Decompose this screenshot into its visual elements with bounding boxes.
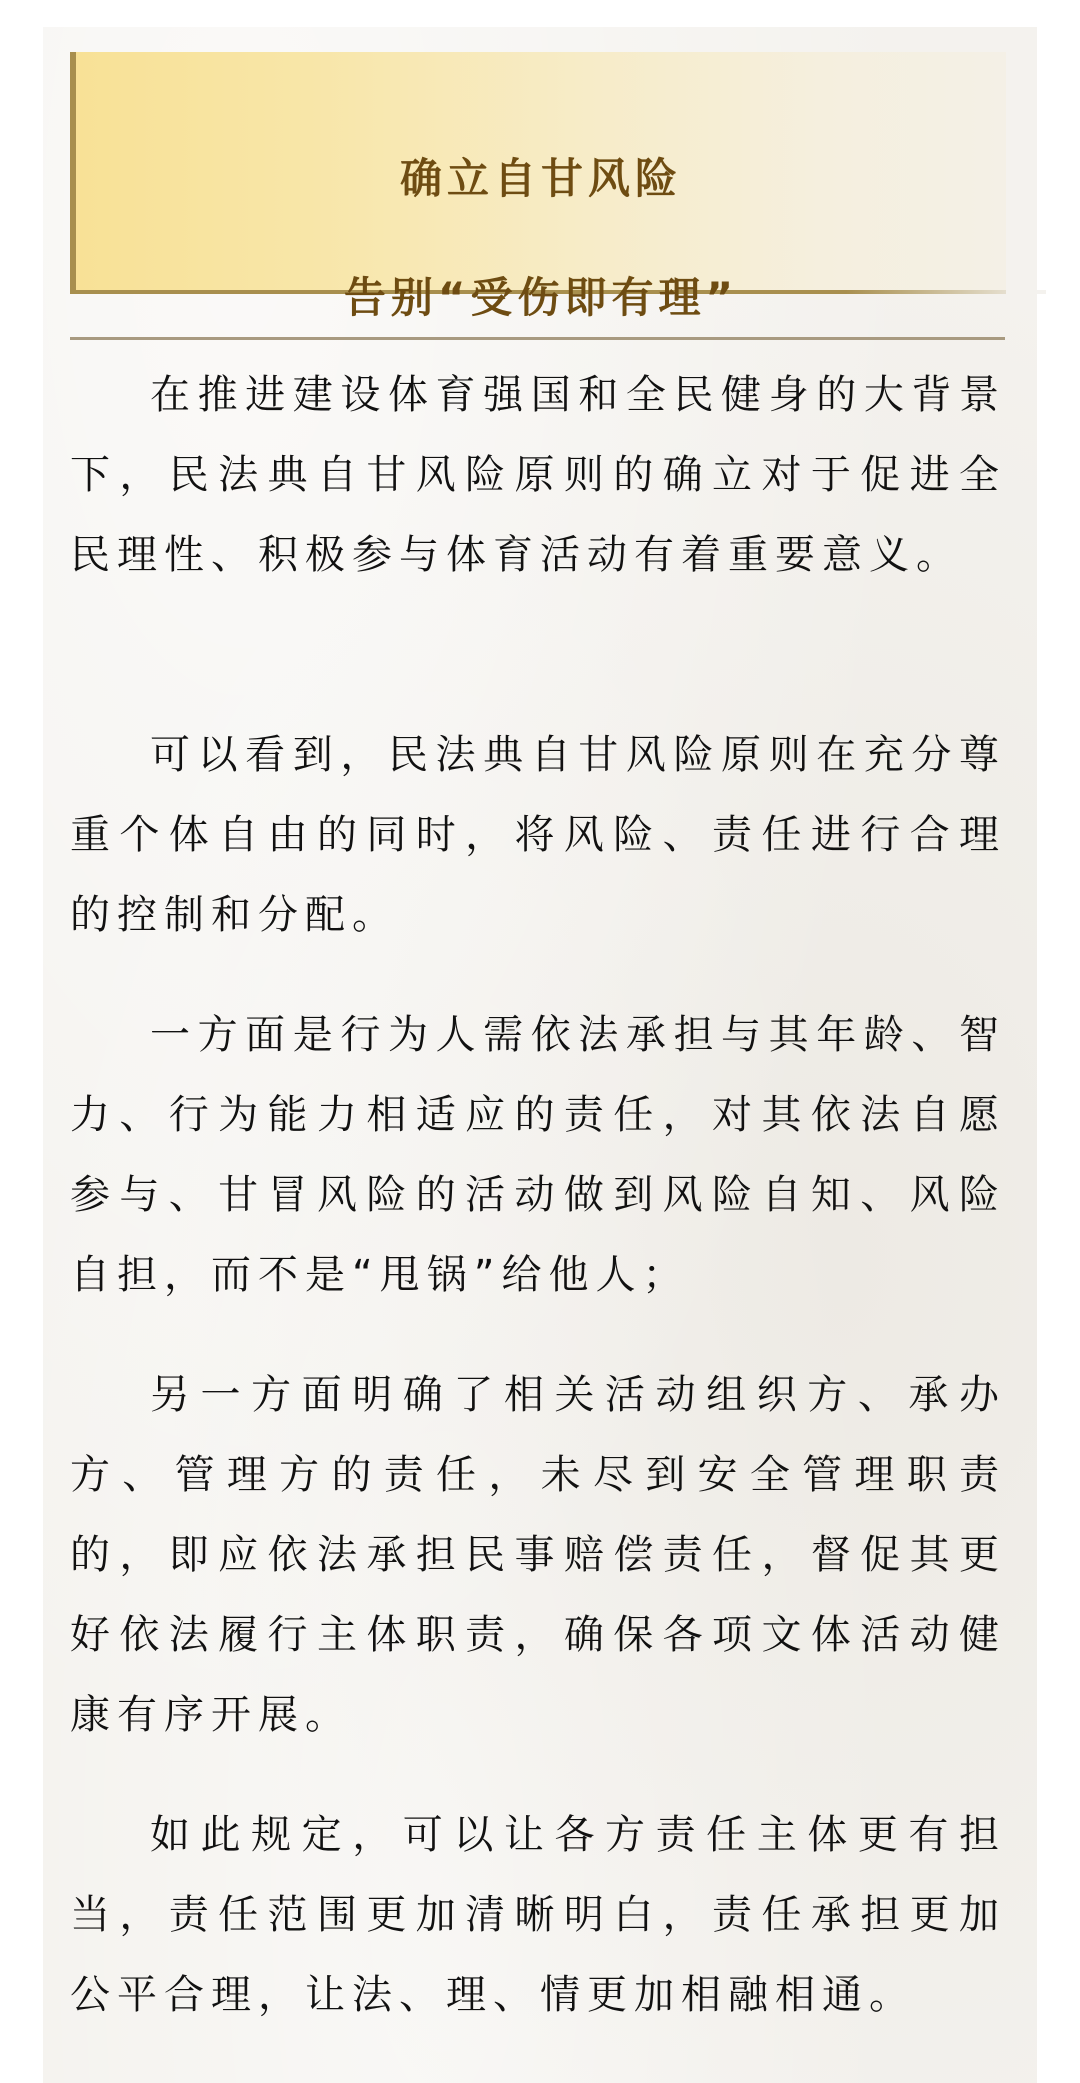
paragraph-text: 另一方面明确了相关活动组织方、承办方、管理方的责任，未尽到安全管理职责的，即应依法承担民事赔偿责任，督促其更好依法履行主体职责，确保各项文体活动健康有序开展。 xyxy=(70,1372,1006,1738)
section-title-box xyxy=(70,52,1006,322)
paragraph-2 xyxy=(70,715,1006,955)
divider-line xyxy=(70,337,1005,340)
paragraph-text: 如此规定，可以让各方责任主体更有担当，责任范围更加清晰明白，责任承担更加公平合理，让法、理、情更加相融相通。 xyxy=(70,1812,1006,2018)
paragraph-3 xyxy=(70,995,1006,1315)
paragraph-text: 可以看到，民法典自甘风险原则在充分尊重个体自由的同时，将风险、责任进行合理的控制和分配。 xyxy=(70,732,1006,938)
paragraph-5 xyxy=(70,1795,1006,2035)
paragraph-1 xyxy=(70,355,1006,595)
section-title-line-1: 确立自甘风险 xyxy=(399,154,682,203)
paragraph-4 xyxy=(70,1355,1006,1755)
paragraph-text: 在推进建设体育强国和全民健身的大背景下，民法典自甘风险原则的确立对于促进全民理性、积极参与体育活动有着重要意义。 xyxy=(70,372,1006,578)
section-title-line-2: 告别“受伤即有理” xyxy=(343,273,739,322)
paragraph-text: 一方面是行为人需依法承担与其年龄、智力、行为能力相适应的责任，对其依法自愿参与、甘冒风险的活动做到风险自知、风险自担，而不是“甩锅”给他人； xyxy=(70,1012,1006,1298)
